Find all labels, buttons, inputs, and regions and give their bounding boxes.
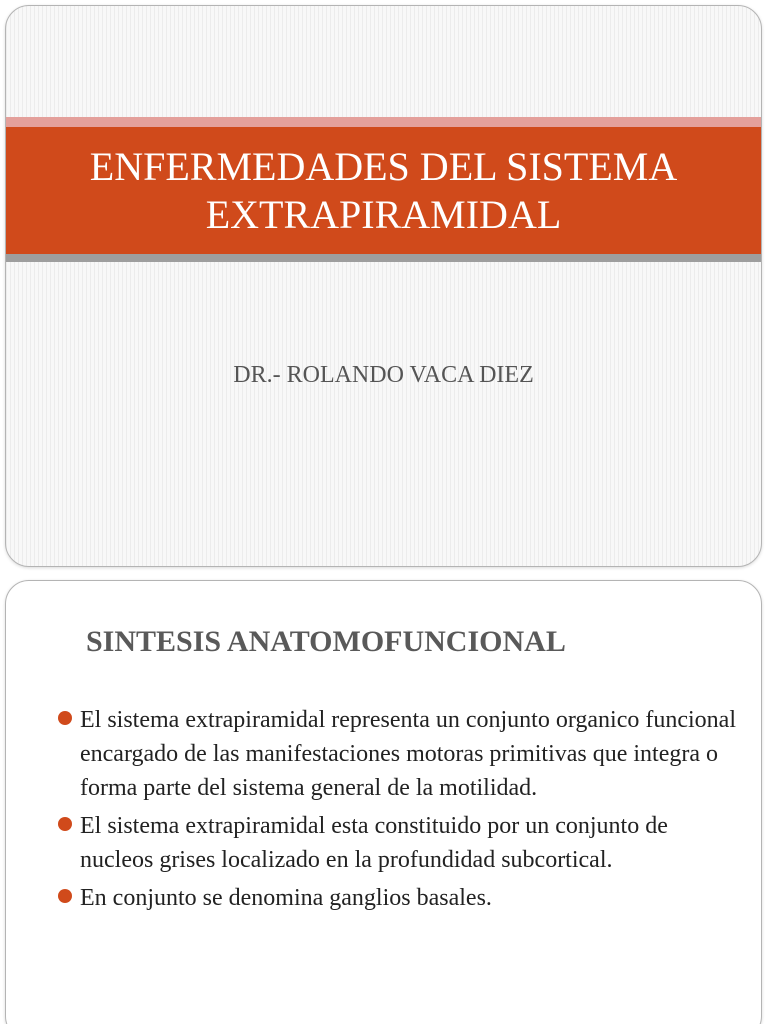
- bullet-list: [56, 703, 736, 919]
- title-slide: [5, 5, 762, 567]
- content-heading: SINTESIS ANATOMOFUNCIONAL: [86, 625, 566, 658]
- bullet-item: [56, 809, 736, 877]
- bullet-item: [56, 881, 736, 915]
- slide-title-line-2: EXTRAPIRAMIDAL: [205, 191, 562, 237]
- bullet-dot-icon: [58, 711, 72, 725]
- bullet-text: El sistema extrapiramidal esta constituido por un conjunto de nucleos grises localizado en la profundidad subcortical.: [80, 813, 668, 873]
- slide-title-line-1: ENFERMEDADES DEL SISTEMA: [89, 143, 678, 189]
- bullet-item: [56, 703, 736, 805]
- bullet-dot-icon: [58, 817, 72, 831]
- slide-title: [34, 143, 734, 239]
- bullet-text: El sistema extrapiramidal representa un conjunto organico funcional encargado de las manifestaciones motoras primitivas que integra o forma parte del sistema general de la motilidad.: [80, 707, 737, 801]
- bullet-dot-icon: [58, 889, 72, 903]
- title-accent-bar-top: [6, 117, 761, 127]
- slide-subtitle: DR.- ROLANDO VACA DIEZ: [233, 362, 534, 388]
- bullet-text: En conjunto se denomina ganglios basales.: [80, 885, 492, 911]
- title-band: [6, 127, 761, 254]
- title-accent-bar-bottom: [6, 254, 761, 262]
- content-slide: [5, 580, 762, 1024]
